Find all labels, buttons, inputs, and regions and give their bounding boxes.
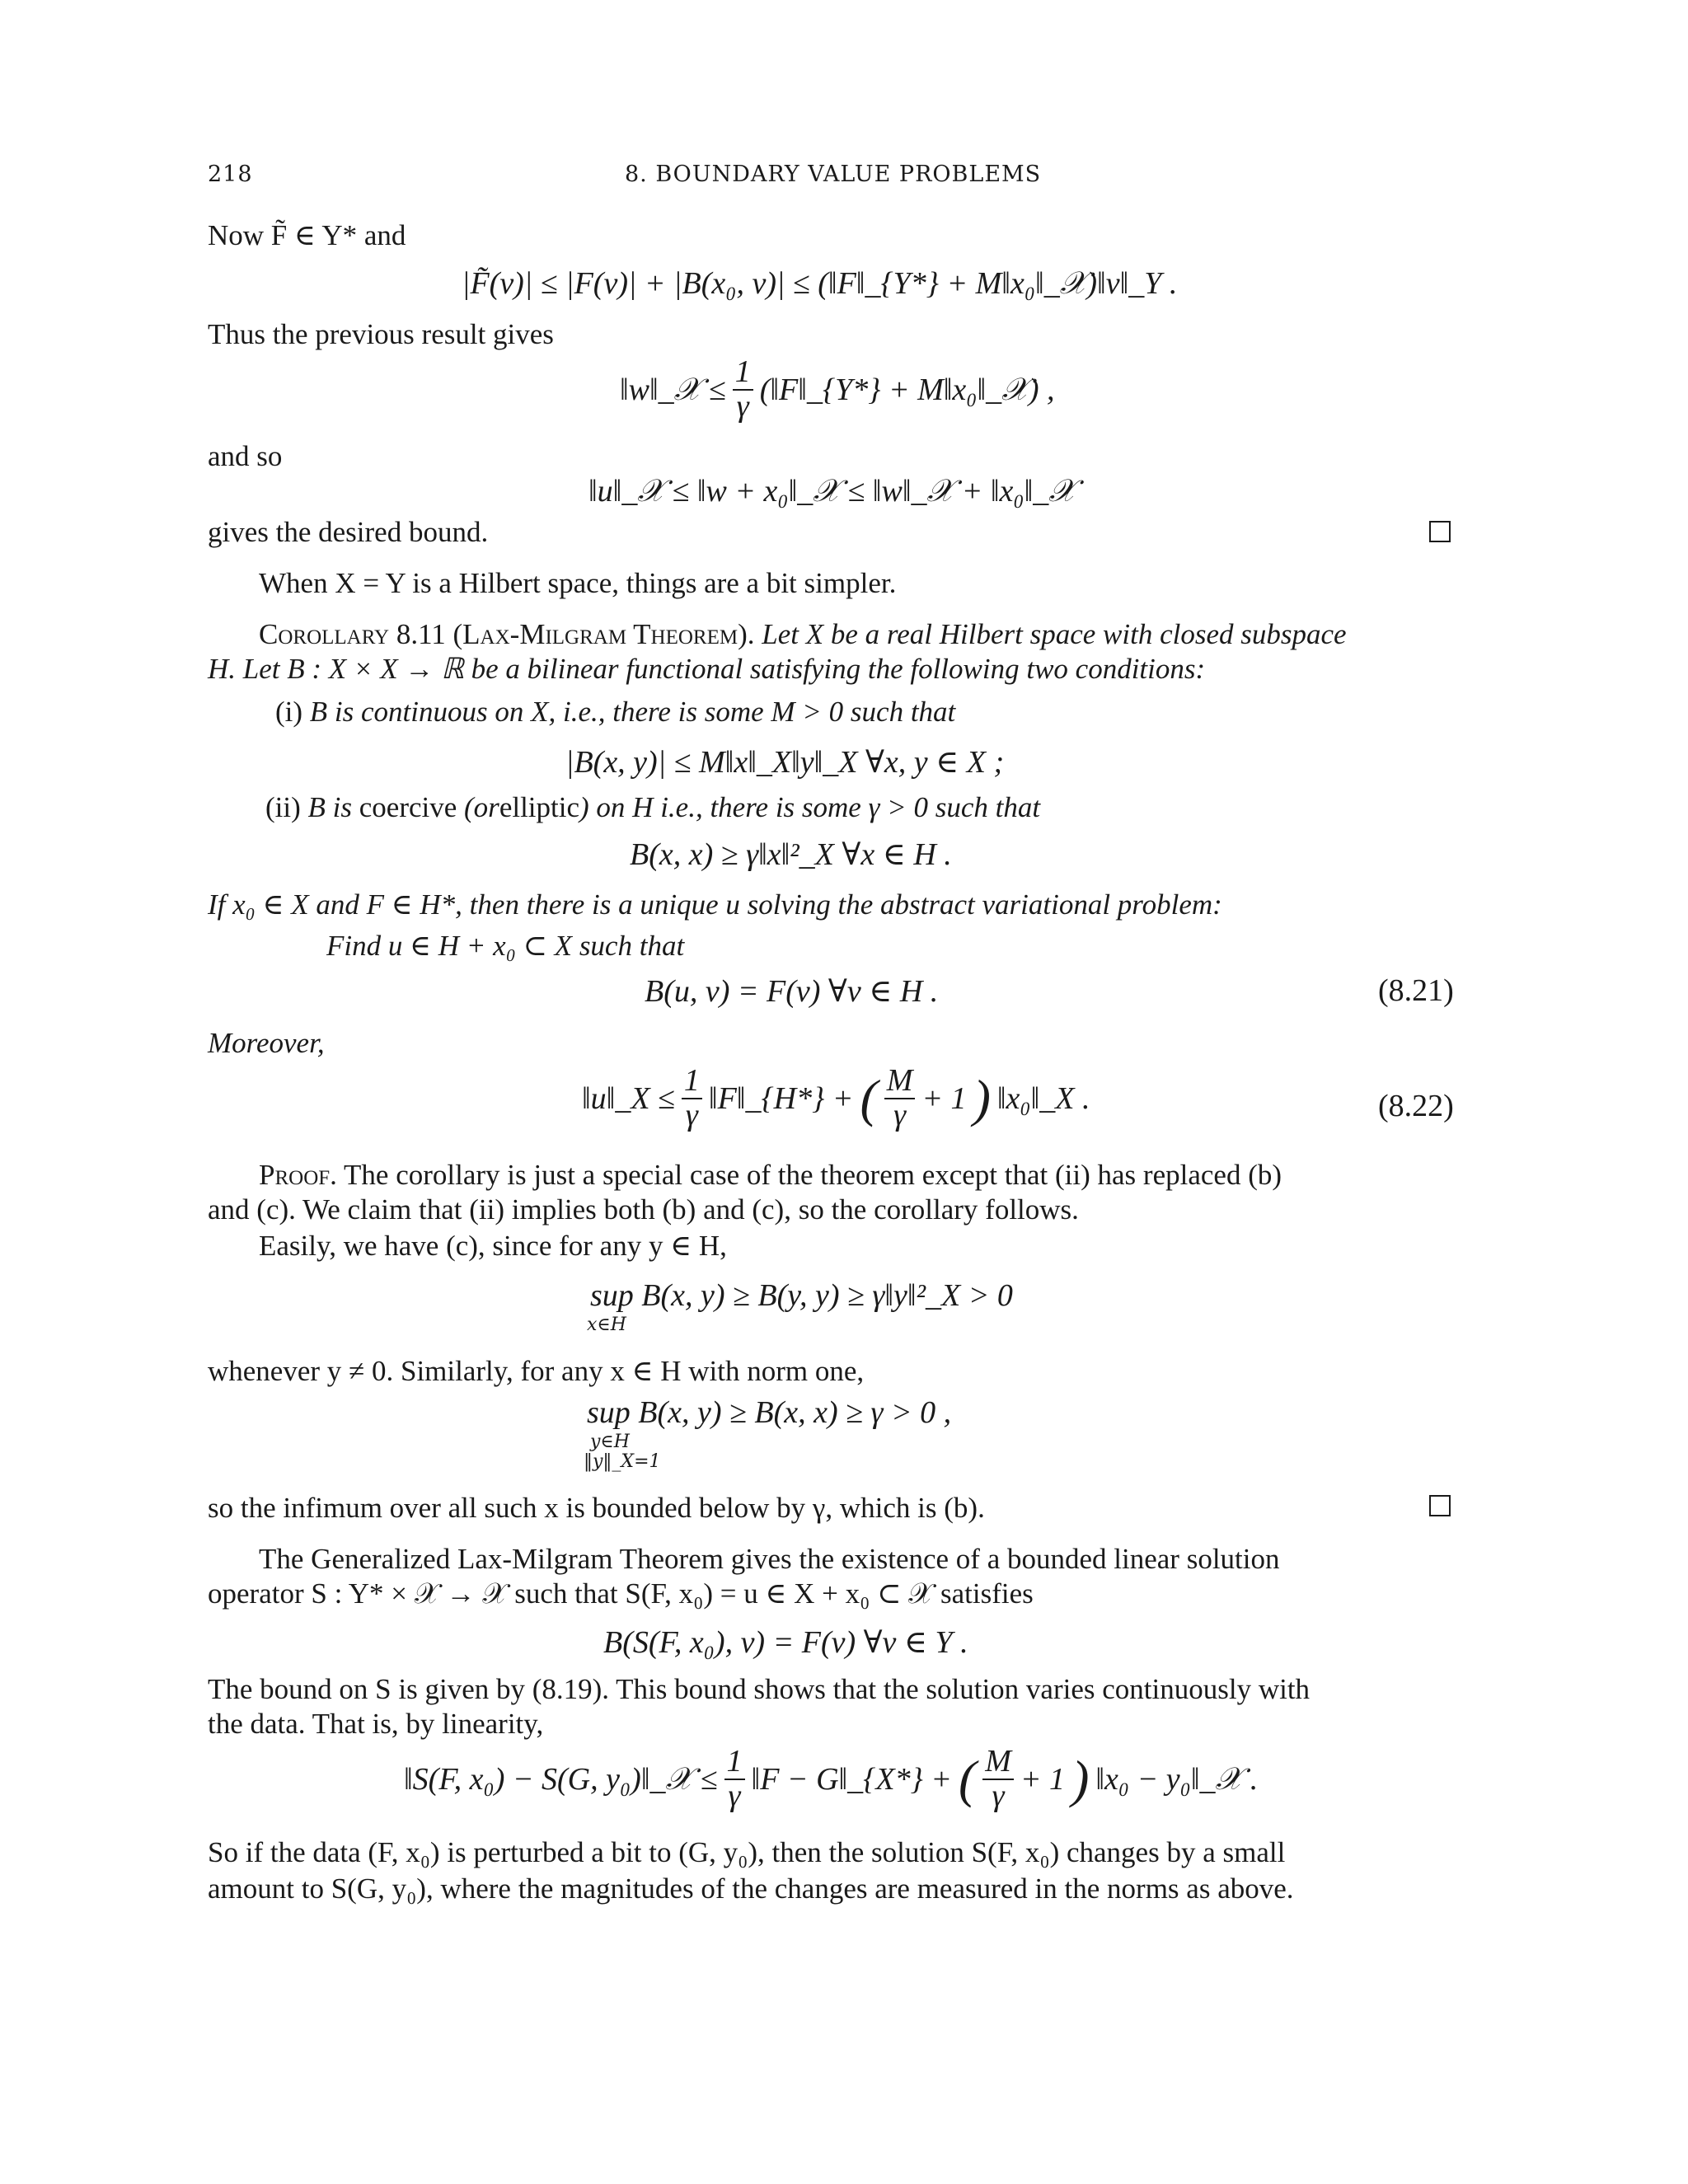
equation-sup-1: sup B(x, y) ≥ B(y, y) ≥ γ‖y‖²_X > 0 xyxy=(590,1278,1013,1313)
text-line: Easily, we have (c), since for any y ∈ H, xyxy=(259,1230,727,1262)
fraction-m-over-gamma: $\frac{M}{\gamma}$ xyxy=(884,1065,916,1132)
fraction-one-over-gamma: $\frac{1}{\gamma}$ xyxy=(733,356,753,424)
equation-ftilde: |F̃(v)| ≤ |F(v)| + |B(x₀, v)| ≤ (‖F‖_{Y*} + M‖x₀‖_𝒳)‖v‖_Y . xyxy=(462,266,1178,301)
equation-sup-1-sub: x∈H xyxy=(587,1315,626,1335)
equation-8-22: ‖u‖_X ≤ $\frac{1}{\gamma}$ ‖F‖_{H*} + ( $\frac{M}{\gamma}$ + 1 ) ‖x₀‖_X . xyxy=(582,1063,1090,1132)
text-line: If x₀ ∈ X and F ∈ H*, then there is a unique u solving the abstract variational problem: xyxy=(208,888,1222,921)
text-line: the data. That is, by linearity, xyxy=(208,1708,544,1740)
page-number: 218 xyxy=(208,162,253,187)
text-line: Thus the previous result gives xyxy=(208,318,554,350)
condition-ii: (ii) B is coercive (orelliptic) on H i.e., there is some γ > 0 such that xyxy=(265,791,1041,823)
text-line: Find u ∈ H + x₀ ⊂ X such that xyxy=(326,930,685,962)
equation-w-bound xyxy=(620,356,1055,424)
text-line: amount to S(G, y₀), where the magnitudes of the changes are measured in the norms as above. xyxy=(208,1872,1294,1905)
proof-line-1: Proof. The corollary is just a special case of the theorem except that (ii) has replaced (b) xyxy=(259,1159,1282,1191)
text-line: gives the desired bound. xyxy=(208,516,489,548)
text-line: so the infimum over all such x is bounded below by γ, which is (b). xyxy=(208,1492,985,1524)
proof-line-2: and (c). We claim that (ii) implies both (b) and (c), so the corollary follows. xyxy=(208,1193,1079,1226)
text-line: When X = Y is a Hilbert space, things are a bit simpler. xyxy=(259,567,897,599)
text-line: whenever y ≠ 0. Similarly, for any x ∈ H with norm one, xyxy=(208,1355,865,1387)
equation-tag-8-22: (8.22) xyxy=(1378,1089,1454,1123)
text-line: So if the data (F, x₀) is perturbed a bit to (G, y₀), then the solution S(F, x₀) changes by a small xyxy=(208,1836,1286,1868)
fraction-one-over-gamma: $\frac{1}{\gamma}$ xyxy=(724,1746,745,1813)
text-line: and so xyxy=(208,440,283,472)
equation-sup-2-sub-2: ‖y‖_X=1 xyxy=(584,1451,661,1472)
equation-sup-2: sup B(x, y) ≥ B(x, x) ≥ γ > 0 , xyxy=(587,1395,952,1430)
corollary-line-1: Corollary 8.11 (Lax-Milgram Theorem). Let X be a real Hilbert space with closed subspace xyxy=(259,618,1347,650)
eq-w-lhs: ‖w‖_𝒳 ≤ xyxy=(620,372,726,407)
proof-label: Proof. xyxy=(259,1159,337,1191)
fraction-one-over-gamma: $\frac{1}{\gamma}$ xyxy=(682,1065,702,1132)
text-line: Now F̃ ∈ Y* and xyxy=(208,219,406,251)
corollary-label: Corollary 8.11 (Lax-Milgram Theorem). xyxy=(259,618,755,650)
qed-box-icon xyxy=(1429,1495,1451,1516)
equation-8-21: B(u, v) = F(v) ∀v ∈ H . xyxy=(645,974,939,1009)
text-line: operator S : Y* × 𝒳 → 𝒳 such that S(F, x₀) = u ∈ X + x₀ ⊂ 𝒳 satisfies xyxy=(208,1577,1034,1610)
corollary-line-2: H. Let B : X × X → ℝ be a bilinear functional satisfying the following two conditions: xyxy=(208,653,1206,685)
text-line: Moreover, xyxy=(208,1027,325,1059)
qed-box-icon xyxy=(1429,521,1451,542)
equation-sup-2-sub-1: y∈H xyxy=(590,1432,630,1452)
fraction-m-over-gamma: $\frac{M}{\gamma}$ xyxy=(982,1746,1014,1813)
equation-continuity: |B(x, y)| ≤ M‖x‖_X‖y‖_X ∀x, y ∈ X ; xyxy=(565,745,1005,780)
equation-tag-8-21: (8.21) xyxy=(1378,973,1454,1008)
running-title: 8. BOUNDARY VALUE PROBLEMS xyxy=(625,162,1042,187)
text-line: The Generalized Lax-Milgram Theorem gives the existence of a bounded linear solution xyxy=(259,1543,1280,1575)
equation-solution-operator: B(S(F, x₀), v) = F(v) ∀v ∈ Y . xyxy=(603,1625,968,1660)
eq-w-rhs: (‖F‖_{Y*} + M‖x₀‖_𝒳) , xyxy=(759,372,1055,407)
equation-coercive: B(x, x) ≥ γ‖x‖²_X ∀x ∈ H . xyxy=(630,837,952,872)
text-line: The bound on S is given by (8.19). This bound shows that the solution varies continuously with xyxy=(208,1673,1311,1705)
condition-i: (i) B is continuous on X, i.e., there is some M > 0 such that xyxy=(275,696,956,728)
equation-u-triangle: ‖u‖_𝒳 ≤ ‖w + x₀‖_𝒳 ≤ ‖w‖_𝒳 + ‖x₀‖_𝒳 xyxy=(588,474,1076,509)
equation-linearity: ‖S(F, x₀) − S(G, y₀)‖_𝒳 ≤ $\frac{1}{\gamma}$ ‖F − G‖_{X*} + ( $\frac{M}{\gamma}$ + 1 ) ‖x₀ − y₀‖_𝒳 . xyxy=(404,1744,1259,1813)
